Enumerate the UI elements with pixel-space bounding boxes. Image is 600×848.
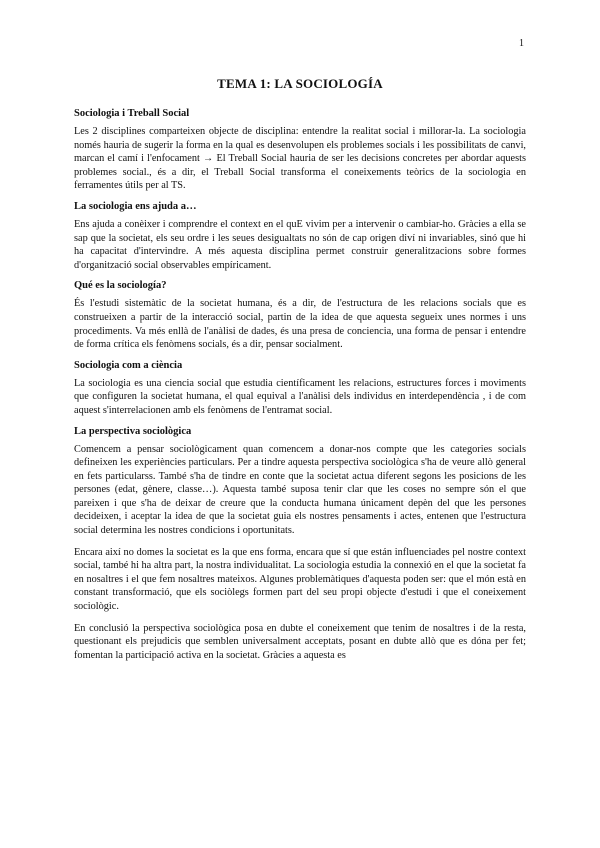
section-sociologia-treball-social: [74, 108, 526, 193]
section-heading: Sociologia i Treball Social: [74, 108, 190, 119]
paragraph: És l'estudi sistemàtic de la societat humana, és a dir, de l'estructura de les relacions socials que es construeixen a partir de la interacció social, partin de la idea de que aquesta segueix unes normes i uns procediments. Va més enllà de l'anàlisi de dades, és una presa de conciencia, una forma de pensar i entendre de forma crítica els fenòmens socials, és a dir, pensar socialment.: [74, 298, 526, 351]
paragraph: Comencem a pensar sociològicament quan comencem a donar-nos compte que les categories socials defineixen les experiències particulars. Per a tindre aquesta perspectiva sociològica s'ha de veure allò general en fets particularss. També s'ha de tindre en conte que la societat actua diferent segons les posicions de les persones (edat, gènere, classe…). Aquesta també suposa tenir clar que les coses no sempre són el que pareixen i que s'ha de deixar de creure que la conducta humana únicament depèn del que les persones decideixen, i aceptar la idea de que la societat guia els nostres pensaments i actes, entenen que l'estructura social determina les nostres condicions i oportunitats.: [74, 443, 526, 537]
section-perspectiva-sociologica: [74, 426, 526, 663]
section-ens-ajuda: [74, 201, 526, 272]
document-body: [74, 76, 526, 670]
section-heading: La perspectiva sociològica: [74, 425, 192, 437]
paragraph: En conclusió la perspectiva sociològica posa en dubte el coneixement que tenim de nosaltres i de la resta, questionant els prejudicis que semblen universalment acceptats, posant en dubte allò que es dóna per fet; fomentan la participació activa en la societat. Gràcies a aquesta es: [74, 622, 526, 661]
paragraph: Encara així no domes la societat es la que ens forma, encara que sí que están influenciades pel nostre context social, també hi ha altra part, la nostra individualitat. La sociologia estudia la connexió en el que la societat fa en nosaltres i el que fem nosaltres mateixos. Algunes problemàtiques d'aquesta poden ser: que el món està en constant transformació, que els sociòlegs formen part del seu propi objecte d'estudi i que el coneixement sociològic.: [74, 546, 526, 613]
paragraph: Les 2 disciplines comparteixen objecte de disciplina: entendre la realitat social i millorar-la. La sociologia només hauria de sugerir la forma en la qual es desenvolupen els problemes socials i les possibilitats de canvi, marcan el camí i l'enfocament → El Treball Social hauria de ser les decisions concretes per abordar aquests problemes social., és a dir, el Treball Social transforma el coneixements teòrics de la sociologia en ferramentes útils per al TS.: [74, 126, 526, 192]
page-number: 1: [519, 38, 524, 49]
paragraph: Ens ajuda a conèixer i comprendre el context en el quE vivim per a intervenir o cambiar-ho. Gràcies a ella se sap que la societat, els seu ordre i les seues desigualtats no són de cap origen diví ni invariables, sinó que hi ha capacitat d'intervindre. A més aquesta disciplina permet construir generalitzacions sobre formes d'organització social observables empíricament.: [74, 218, 526, 271]
page-title: TEMA 1: LA SOCIOLOGÍA: [217, 76, 383, 91]
section-sociologia-ciencia: [74, 360, 526, 418]
section-heading: Sociologia com a ciència: [74, 359, 183, 371]
section-que-es-sociologia: [74, 280, 526, 351]
section-heading: Qué es la sociología?: [74, 280, 167, 292]
paragraph: La sociologia es una ciencia social que estudia científicament les relacions, estructures forces i moviments que configuren la societat humana, el qual equival a l'anàlisi dels individus en interdependència , i de com aquest s'interrelacionen amb els fenòmens de l'entramat social.: [74, 377, 526, 416]
section-heading: La sociologia ens ajuda a…: [74, 200, 197, 212]
